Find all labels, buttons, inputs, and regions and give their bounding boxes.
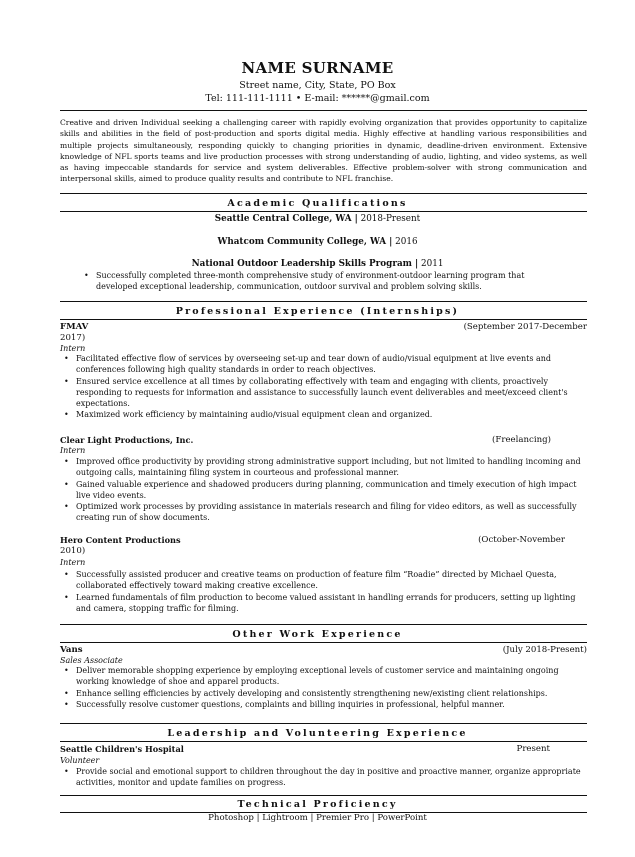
divider xyxy=(60,795,587,796)
list-item: • Maximized work efficiency by maintaining audio/visual equipment clean and organized. xyxy=(60,409,587,420)
section-heading-leadership: Leadership and Volunteering Experience xyxy=(167,728,468,739)
job-company: Seattle Children's Hospital xyxy=(60,744,184,754)
list-item: • Deliver memorable shopping experience by employing exceptional levels of customer service and maintaining ongoing working knowledge of shoe and apparel products. xyxy=(60,665,587,688)
job-role: Intern xyxy=(60,446,86,455)
school-entry xyxy=(0,237,635,247)
job-bullets xyxy=(60,665,587,710)
divider xyxy=(60,301,587,302)
job-company: FMAV xyxy=(60,322,89,332)
job-company: Vans xyxy=(60,645,83,655)
divider xyxy=(60,624,587,625)
divider xyxy=(60,723,587,724)
list-item: • Successfully resolve customer questions, complaints and billing inquiries in professional, helpful manner. xyxy=(60,699,587,710)
list-item: • Improved office productivity by providing strong administrative support including, but not limited to handling incoming and outgoing calls, maintaining filing system in courteous and professional manner. xyxy=(60,456,587,479)
school-name: Seattle Central College, WA | xyxy=(214,214,358,224)
list-item: • Optimized work processes by providing assistance in materials research and filing for video editors, as well as successfully creating run of show documents. xyxy=(60,501,587,524)
job-role: Sales Associate xyxy=(60,656,123,665)
job-role: Intern xyxy=(60,344,86,353)
section-heading-professional: Professional Experience (Internships) xyxy=(175,306,460,317)
school-entry xyxy=(0,259,635,269)
school-date: 2018-Present xyxy=(357,214,421,224)
skills-list: Photoshop | Lightroom | Premier Pro | PowerPoint xyxy=(208,813,427,823)
school-name: Whatcom Community College, WA | xyxy=(217,237,393,247)
job-date: (October-November xyxy=(478,535,565,545)
job-bullets xyxy=(60,353,587,421)
divider xyxy=(60,642,587,643)
school-date: 2011 xyxy=(418,259,444,269)
divider xyxy=(60,110,587,111)
job-date: (July 2018-Present) xyxy=(502,645,587,655)
list-item: • Successfully completed three-month comprehensive study of environment-outdoor learning program that developed exceptional leadership, communication, outdoor survival and problem solving skills. xyxy=(80,270,560,293)
section-heading-technical: Technical Proficiency xyxy=(237,799,398,810)
job-date: (September 2017-December xyxy=(463,322,587,332)
list-item: • Learned fundamentals of film production to become valued assistant in handling errands for producers, setting up lighting and camera, stopping traffic for filming. xyxy=(60,592,587,615)
job-company: Hero Content Productions xyxy=(60,535,181,545)
contact-line: Tel: 111-111-1111 • E-mail: ******@gmail.com xyxy=(205,93,430,104)
address-line: Street name, City, State, PO Box xyxy=(239,80,396,91)
candidate-name: NAME SURNAME xyxy=(241,59,394,77)
divider xyxy=(60,319,587,320)
job-date: Present xyxy=(516,744,550,754)
school-entry xyxy=(0,214,635,224)
academic-bullets xyxy=(80,270,560,293)
list-item: • Facilitated effective flow of services by overseeing set-up and tear down of audio/visual equipment at live events and conferences following high quality standards in order to reach objectives. xyxy=(60,353,587,376)
list-item: • Ensured service excellence at all times by collaborating effectively with team and engaging with clients, proactively responding to requests for information and assistance to successfully launch event deliverables and meet/exceed client's expectations. xyxy=(60,376,587,410)
job-date-continued: 2010) xyxy=(60,546,86,556)
list-item: • Provide social and emotional support to children throughout the day in positive and proactive manner, organize appropriate activities, monitor and update families on progress. xyxy=(60,766,587,789)
list-item: • Gained valuable experience and shadowed producers during planning, communication and timely execution of high impact live video events. xyxy=(60,479,587,502)
job-company: Clear Light Productions, Inc. xyxy=(60,435,194,445)
job-date: (Freelancing) xyxy=(492,435,551,445)
divider xyxy=(60,741,587,742)
job-bullets xyxy=(60,456,587,524)
school-name: National Outdoor Leadership Skills Program | xyxy=(191,259,419,269)
job-bullets xyxy=(60,766,587,789)
divider xyxy=(60,193,587,194)
divider xyxy=(60,211,587,212)
list-item: • Successfully assisted producer and creative teams on production of feature film “Roadie” directed by Michael Questa, collaborated effectively toward making creative excellence. xyxy=(60,569,587,592)
job-role: Volunteer xyxy=(60,756,100,765)
section-heading-academic: Academic Qualifications xyxy=(227,198,408,209)
summary-paragraph: Creative and driven Individual seeking a challenging career with rapidly evolving organization that provides opportunity to capitalize skills and abilities in the field of post-production and sports digital media. Highly effective at handling various responsibilities and multiple projects simultaneously, responding quickly to changing priorities in dynamic, deadline-driven environment. Extensive knowledge of NFL sports teams and live production processes with strong understanding of audio, lighting, and video systems, as well as having impeccable standards for service and system deliverables. Effective problem-solver with strong communication and interpersonal skills, aimed to produce quality results and contribute to NFL franchise. xyxy=(60,118,587,184)
school-date: 2016 xyxy=(392,237,418,247)
job-role: Intern xyxy=(60,558,86,567)
list-item: • Enhance selling efficiencies by actively developing and consistently strengthening new/existing client relationships. xyxy=(60,688,587,699)
job-date-continued: 2017) xyxy=(60,333,86,343)
job-bullets xyxy=(60,569,587,614)
section-heading-other-work: Other Work Experience xyxy=(232,629,403,640)
